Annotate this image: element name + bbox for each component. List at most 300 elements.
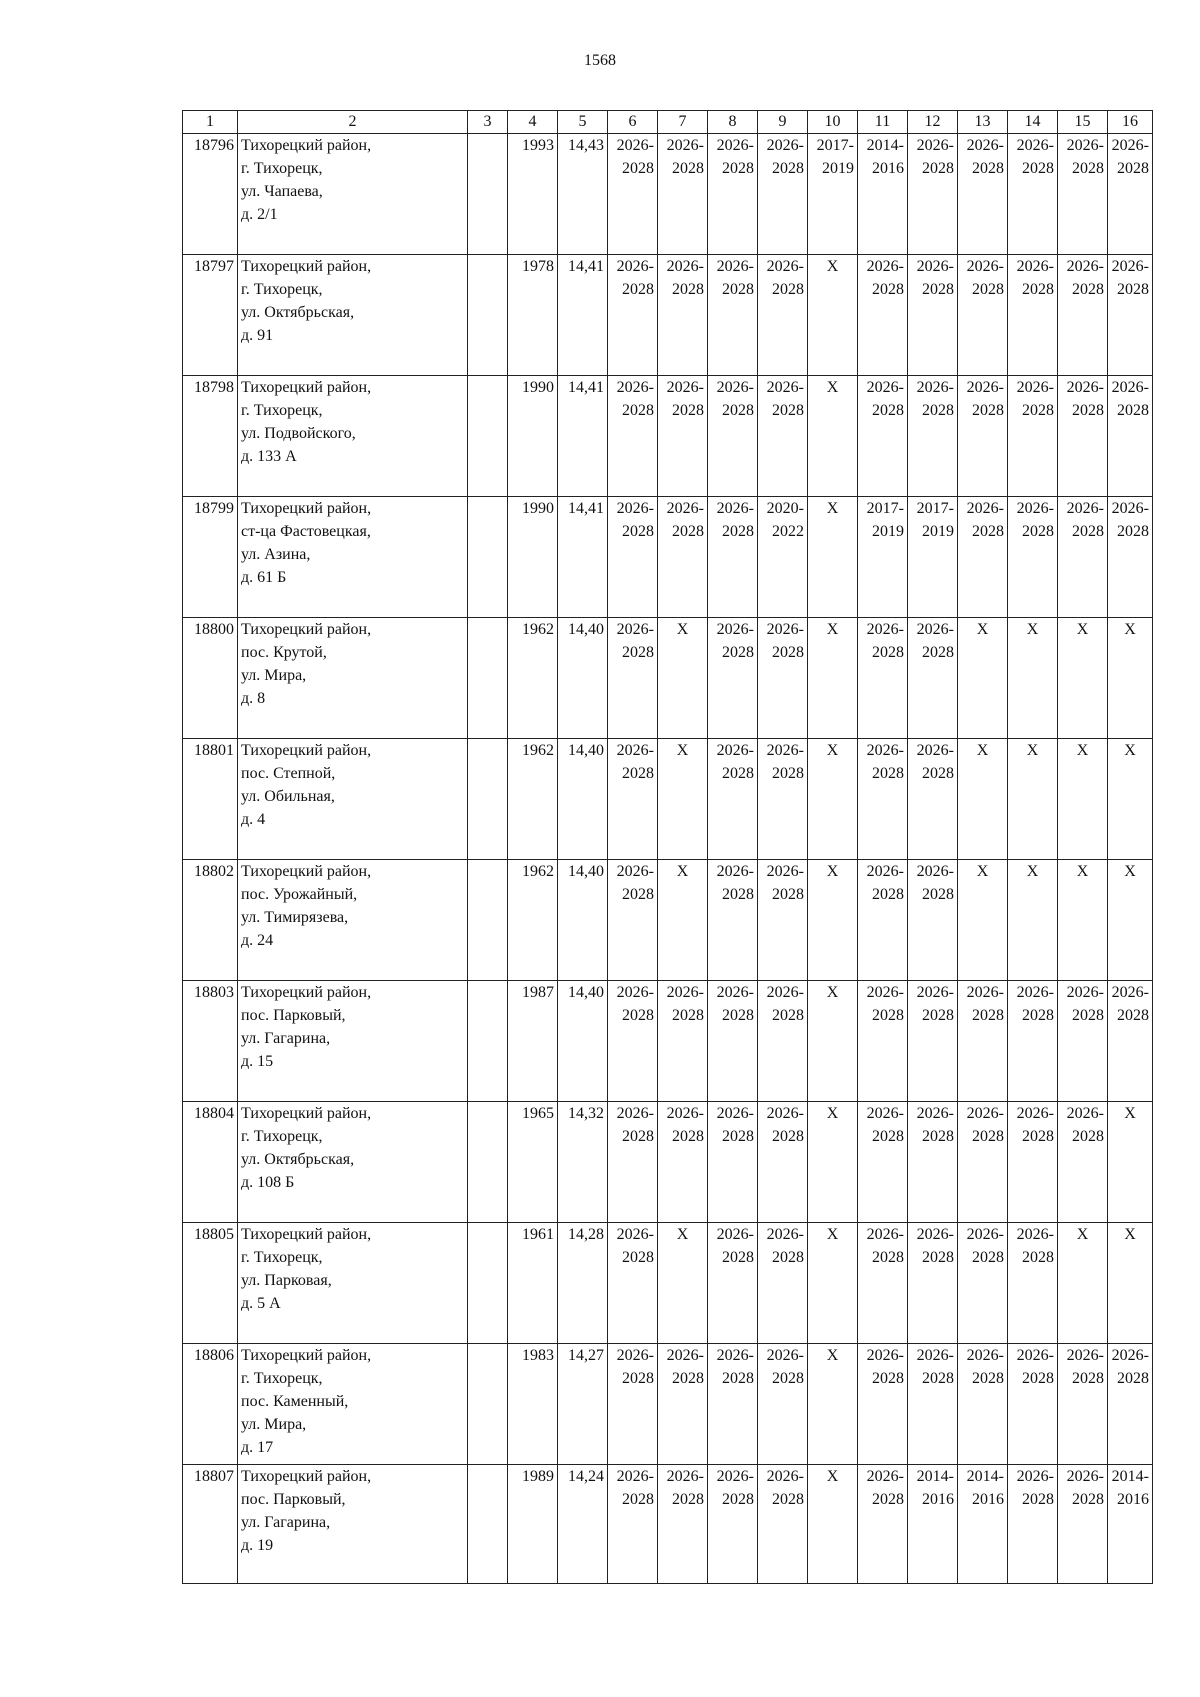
address-line: Тихорецкий район, xyxy=(241,984,372,1001)
period-cell xyxy=(858,981,908,1102)
period-end: 2028 xyxy=(672,523,704,540)
address-line: ул. Гагарина, xyxy=(241,1030,331,1047)
period-start: 2026- xyxy=(866,1347,904,1364)
period-cell: X xyxy=(958,739,1008,860)
period-start: 2026- xyxy=(766,258,804,275)
table-row xyxy=(183,860,1153,981)
address-line: д. 15 xyxy=(241,1053,274,1070)
period-end: 2016 xyxy=(922,1491,954,1508)
value-cell: 14,40 xyxy=(558,739,608,860)
period-end: 2028 xyxy=(1022,1370,1054,1387)
period-end: 2028 xyxy=(1072,1370,1104,1387)
period-end: 2028 xyxy=(772,402,804,419)
column-3-cell xyxy=(468,255,508,376)
address-line: д. 91 xyxy=(241,327,274,344)
period-cell xyxy=(658,497,708,618)
table-row xyxy=(183,497,1153,618)
column-header-9: 9 xyxy=(758,111,808,134)
period-end: 2028 xyxy=(772,644,804,661)
period-end: 2028 xyxy=(1022,281,1054,298)
address-line: Тихорецкий район, xyxy=(241,621,372,638)
period-start: 2014- xyxy=(966,1468,1004,1485)
record-id: 18804 xyxy=(183,1102,238,1223)
period-start: 2026- xyxy=(716,1347,754,1364)
address-line: д. 2/1 xyxy=(241,206,278,223)
column-header-6: 6 xyxy=(608,111,658,134)
column-header-16: 16 xyxy=(1108,111,1153,134)
column-header-12: 12 xyxy=(908,111,958,134)
column-header-15: 15 xyxy=(1058,111,1108,134)
period-cell xyxy=(1058,134,1108,255)
period-start: 2026- xyxy=(666,1105,704,1122)
period-cell xyxy=(908,739,958,860)
address-cell xyxy=(238,1344,468,1465)
period-cell xyxy=(858,376,908,497)
period-cell xyxy=(858,1344,908,1465)
period-start: 2026- xyxy=(616,258,654,275)
period-cell xyxy=(1008,1344,1058,1465)
period-cell xyxy=(608,860,658,981)
period-end: 2016 xyxy=(972,1491,1004,1508)
header-row xyxy=(183,111,1153,134)
column-3-cell xyxy=(468,981,508,1102)
period-start: 2026- xyxy=(1066,1347,1104,1364)
column-header-13: 13 xyxy=(958,111,1008,134)
period-end: 2028 xyxy=(772,1007,804,1024)
address-line: пос. Степной, xyxy=(241,765,336,782)
period-cell xyxy=(708,1344,758,1465)
period-cell: X xyxy=(1008,739,1058,860)
period-cell xyxy=(708,497,758,618)
period-start: 2026- xyxy=(666,1347,704,1364)
period-cell: X xyxy=(958,618,1008,739)
period-start: 2026- xyxy=(1016,379,1054,396)
period-cell xyxy=(758,981,808,1102)
address-line: Тихорецкий район, xyxy=(241,1105,372,1122)
period-end: 2028 xyxy=(972,160,1004,177)
column-header-10: 10 xyxy=(808,111,858,134)
period-cell xyxy=(1058,376,1108,497)
period-start: 2026- xyxy=(716,258,754,275)
period-start: 2026- xyxy=(766,1105,804,1122)
address-line: ул. Парковая, xyxy=(241,1272,332,1289)
period-cell xyxy=(658,981,708,1102)
period-start: 2026- xyxy=(766,984,804,1001)
record-id: 18796 xyxy=(183,134,238,255)
address-line: д. 5 А xyxy=(241,1295,281,1312)
period-start: 2026- xyxy=(616,863,654,880)
period-end: 2028 xyxy=(922,765,954,782)
column-header-4: 4 xyxy=(508,111,558,134)
period-start: 2026- xyxy=(966,984,1004,1001)
period-end: 2028 xyxy=(622,402,654,419)
period-cell: X xyxy=(1008,618,1058,739)
period-cell xyxy=(658,1102,708,1223)
period-start: 2026- xyxy=(1111,1347,1149,1364)
period-start: 2026- xyxy=(766,621,804,638)
column-header-14: 14 xyxy=(1008,111,1058,134)
period-start: 2026- xyxy=(716,1105,754,1122)
period-end: 2028 xyxy=(922,281,954,298)
period-start: 2026- xyxy=(1016,500,1054,517)
column-header-3: 3 xyxy=(468,111,508,134)
period-end: 2028 xyxy=(1022,523,1054,540)
period-end: 2028 xyxy=(1022,402,1054,419)
period-start: 2014- xyxy=(1111,1468,1149,1485)
period-start: 2026- xyxy=(966,1105,1004,1122)
value-cell: 14,28 xyxy=(558,1223,608,1344)
value-cell: 14,40 xyxy=(558,860,608,981)
period-start: 2026- xyxy=(866,984,904,1001)
period-cell xyxy=(858,1102,908,1223)
period-start: 2026- xyxy=(916,863,954,880)
address-line: Тихорецкий район, xyxy=(241,137,372,154)
period-start: 2026- xyxy=(716,379,754,396)
period-cell xyxy=(708,1465,758,1584)
column-header-8: 8 xyxy=(708,111,758,134)
year-cell: 1965 xyxy=(508,1102,558,1223)
period-start: 2026- xyxy=(1016,1347,1054,1364)
period-cell xyxy=(658,134,708,255)
period-start: 2026- xyxy=(966,258,1004,275)
table-row xyxy=(183,376,1153,497)
period-end: 2028 xyxy=(1117,402,1149,419)
period-start: 2026- xyxy=(966,1226,1004,1243)
year-cell: 1978 xyxy=(508,255,558,376)
table-row xyxy=(183,981,1153,1102)
column-header-11: 11 xyxy=(858,111,908,134)
period-start: 2026- xyxy=(866,621,904,638)
period-cell: X xyxy=(808,255,858,376)
period-cell xyxy=(758,739,808,860)
period-start: 2026- xyxy=(766,1226,804,1243)
period-start: 2026- xyxy=(716,984,754,1001)
period-cell xyxy=(658,1465,708,1584)
period-start: 2026- xyxy=(1016,1226,1054,1243)
period-cell xyxy=(708,376,758,497)
table-row xyxy=(183,739,1153,860)
period-cell xyxy=(708,1223,758,1344)
period-cell xyxy=(608,739,658,860)
period-end: 2028 xyxy=(922,644,954,661)
year-cell: 1962 xyxy=(508,860,558,981)
value-cell: 14,27 xyxy=(558,1344,608,1465)
period-end: 2028 xyxy=(622,886,654,903)
address-line: г. Тихорецк, xyxy=(241,160,323,177)
period-cell xyxy=(958,1344,1008,1465)
period-end: 2028 xyxy=(1022,160,1054,177)
period-end: 2028 xyxy=(672,1370,704,1387)
column-3-cell xyxy=(468,1102,508,1223)
period-cell xyxy=(758,1102,808,1223)
period-end: 2028 xyxy=(722,1491,754,1508)
value-cell: 14,41 xyxy=(558,255,608,376)
period-end: 2028 xyxy=(722,1007,754,1024)
period-start: 2026- xyxy=(766,137,804,154)
period-end: 2028 xyxy=(972,1249,1004,1266)
period-start: 2026- xyxy=(716,500,754,517)
address-line: д. 4 xyxy=(241,811,266,828)
period-cell xyxy=(708,134,758,255)
period-end: 2028 xyxy=(872,1128,904,1145)
period-end: 2028 xyxy=(1072,1128,1104,1145)
period-cell xyxy=(758,134,808,255)
address-cell xyxy=(238,1223,468,1344)
period-cell: X xyxy=(1108,739,1153,860)
address-line: Тихорецкий район, xyxy=(241,1226,372,1243)
period-cell xyxy=(1058,1102,1108,1223)
period-end: 2028 xyxy=(872,1007,904,1024)
period-start: 2026- xyxy=(766,379,804,396)
address-line: г. Тихорецк, xyxy=(241,1249,323,1266)
period-start: 2026- xyxy=(866,863,904,880)
period-end: 2028 xyxy=(722,765,754,782)
year-cell: 1962 xyxy=(508,739,558,860)
period-cell xyxy=(858,860,908,981)
period-end: 2028 xyxy=(872,1370,904,1387)
period-end: 2028 xyxy=(1117,160,1149,177)
period-start: 2026- xyxy=(1066,984,1104,1001)
column-3-cell xyxy=(468,1465,508,1584)
period-end: 2028 xyxy=(772,1128,804,1145)
period-cell: X xyxy=(1108,860,1153,981)
record-id: 18802 xyxy=(183,860,238,981)
address-line: пос. Парковый, xyxy=(241,1491,346,1508)
column-3-cell xyxy=(468,739,508,860)
address-line: Тихорецкий район, xyxy=(241,379,372,396)
period-end: 2019 xyxy=(922,523,954,540)
address-line: д. 19 xyxy=(241,1537,274,1554)
period-cell xyxy=(1008,981,1058,1102)
period-cell xyxy=(708,860,758,981)
period-cell xyxy=(1108,376,1153,497)
period-cell xyxy=(658,255,708,376)
period-cell xyxy=(958,497,1008,618)
period-end: 2028 xyxy=(622,160,654,177)
period-start: 2026- xyxy=(666,1468,704,1485)
period-cell: X xyxy=(808,981,858,1102)
period-end: 2028 xyxy=(872,1491,904,1508)
year-cell: 1989 xyxy=(508,1465,558,1584)
period-cell xyxy=(858,739,908,860)
address-line: пос. Крутой, xyxy=(241,644,327,661)
address-cell xyxy=(238,1102,468,1223)
period-end: 2028 xyxy=(872,765,904,782)
period-end: 2028 xyxy=(922,1370,954,1387)
period-start: 2026- xyxy=(916,1347,954,1364)
period-cell xyxy=(958,376,1008,497)
period-end: 2028 xyxy=(772,160,804,177)
period-cell: X xyxy=(658,618,708,739)
address-line: Тихорецкий район, xyxy=(241,1468,372,1485)
period-cell xyxy=(858,497,908,618)
address-line: ул. Чапаева, xyxy=(241,183,323,200)
period-start: 2026- xyxy=(666,379,704,396)
period-cell xyxy=(858,134,908,255)
period-cell xyxy=(758,255,808,376)
period-end: 2028 xyxy=(722,644,754,661)
period-end: 2028 xyxy=(872,402,904,419)
period-end: 2028 xyxy=(622,765,654,782)
table-row xyxy=(183,1102,1153,1223)
table-row xyxy=(183,134,1153,255)
period-start: 2026- xyxy=(766,1468,804,1485)
period-end: 2028 xyxy=(772,281,804,298)
period-end: 2028 xyxy=(672,1007,704,1024)
period-end: 2028 xyxy=(922,160,954,177)
year-cell: 1961 xyxy=(508,1223,558,1344)
period-start: 2026- xyxy=(1066,379,1104,396)
column-3-cell xyxy=(468,1344,508,1465)
period-end: 2028 xyxy=(772,1491,804,1508)
period-start: 2026- xyxy=(716,742,754,759)
period-cell xyxy=(958,981,1008,1102)
period-start: 2026- xyxy=(616,621,654,638)
period-cell xyxy=(1008,134,1058,255)
period-cell xyxy=(958,255,1008,376)
period-end: 2028 xyxy=(1117,1370,1149,1387)
period-start: 2026- xyxy=(1016,1468,1054,1485)
period-start: 2026- xyxy=(1066,1468,1104,1485)
period-end: 2028 xyxy=(922,1007,954,1024)
address-cell xyxy=(238,255,468,376)
period-cell: X xyxy=(1008,860,1058,981)
period-cell: X xyxy=(658,739,708,860)
period-start: 2026- xyxy=(666,258,704,275)
period-cell xyxy=(758,1344,808,1465)
address-line: Тихорецкий район, xyxy=(241,1347,372,1364)
period-cell xyxy=(1008,1465,1058,1584)
period-start: 2026- xyxy=(1066,1105,1104,1122)
period-start: 2026- xyxy=(966,1347,1004,1364)
period-cell xyxy=(1058,981,1108,1102)
year-cell: 1993 xyxy=(508,134,558,255)
period-cell: X xyxy=(808,618,858,739)
address-line: ул. Октябрьская, xyxy=(241,304,355,321)
period-start: 2026- xyxy=(1111,984,1149,1001)
period-start: 2026- xyxy=(616,1105,654,1122)
period-start: 2026- xyxy=(866,1105,904,1122)
period-end: 2028 xyxy=(972,1128,1004,1145)
period-end: 2028 xyxy=(772,1370,804,1387)
address-line: ул. Октябрьская, xyxy=(241,1151,355,1168)
period-cell xyxy=(608,618,658,739)
address-cell xyxy=(238,376,468,497)
address-cell xyxy=(238,1465,468,1584)
period-cell xyxy=(908,860,958,981)
period-end: 2028 xyxy=(722,281,754,298)
period-cell xyxy=(908,376,958,497)
year-cell: 1983 xyxy=(508,1344,558,1465)
year-cell: 1990 xyxy=(508,376,558,497)
address-cell xyxy=(238,860,468,981)
address-line: д. 17 xyxy=(241,1439,274,1456)
period-end: 2028 xyxy=(1072,1491,1104,1508)
period-start: 2026- xyxy=(716,621,754,638)
period-start: 2026- xyxy=(1066,258,1104,275)
address-line: д. 108 Б xyxy=(241,1174,295,1191)
period-start: 2026- xyxy=(866,258,904,275)
period-start: 2026- xyxy=(616,379,654,396)
period-cell xyxy=(758,1465,808,1584)
period-cell xyxy=(1108,255,1153,376)
record-id: 18800 xyxy=(183,618,238,739)
period-start: 2026- xyxy=(1111,379,1149,396)
period-cell xyxy=(608,376,658,497)
period-end: 2028 xyxy=(1072,1007,1104,1024)
column-3-cell xyxy=(468,497,508,618)
period-cell xyxy=(958,1465,1008,1584)
period-start: 2026- xyxy=(716,863,754,880)
period-cell xyxy=(608,134,658,255)
address-cell xyxy=(238,618,468,739)
period-cell xyxy=(908,255,958,376)
period-cell xyxy=(1108,497,1153,618)
period-cell: X xyxy=(1108,618,1153,739)
value-cell: 14,40 xyxy=(558,981,608,1102)
period-cell xyxy=(608,1344,658,1465)
period-cell xyxy=(1008,1102,1058,1223)
address-line: ул. Мира, xyxy=(241,667,307,684)
table-row xyxy=(183,1344,1153,1465)
address-line: ул. Азина, xyxy=(241,546,311,563)
period-cell xyxy=(1058,1344,1108,1465)
period-end: 2028 xyxy=(872,1249,904,1266)
period-cell xyxy=(908,618,958,739)
column-3-cell xyxy=(468,860,508,981)
registry-table xyxy=(182,110,1153,1584)
period-start: 2026- xyxy=(766,863,804,880)
period-end: 2028 xyxy=(972,1007,1004,1024)
table-row xyxy=(183,618,1153,739)
period-end: 2028 xyxy=(1117,281,1149,298)
period-start: 2026- xyxy=(1016,1105,1054,1122)
period-cell xyxy=(908,981,958,1102)
period-end: 2028 xyxy=(1072,281,1104,298)
period-end: 2028 xyxy=(972,281,1004,298)
period-end: 2028 xyxy=(922,1128,954,1145)
period-start: 2026- xyxy=(866,1468,904,1485)
period-cell: X xyxy=(1058,618,1108,739)
period-end: 2028 xyxy=(622,1249,654,1266)
period-end: 2028 xyxy=(872,644,904,661)
record-id: 18803 xyxy=(183,981,238,1102)
period-end: 2028 xyxy=(772,765,804,782)
period-cell xyxy=(758,497,808,618)
period-cell xyxy=(658,376,708,497)
period-end: 2028 xyxy=(1117,523,1149,540)
period-cell xyxy=(858,1223,908,1344)
column-3-cell xyxy=(468,618,508,739)
address-line: Тихорецкий район, xyxy=(241,863,372,880)
period-start: 2026- xyxy=(916,379,954,396)
value-cell: 14,43 xyxy=(558,134,608,255)
column-header-1: 1 xyxy=(183,111,238,134)
period-end: 2028 xyxy=(622,1491,654,1508)
period-end: 2028 xyxy=(622,1370,654,1387)
period-cell xyxy=(958,134,1008,255)
period-start: 2026- xyxy=(1016,984,1054,1001)
period-cell xyxy=(1058,1465,1108,1584)
period-cell xyxy=(608,255,658,376)
period-start: 2026- xyxy=(916,621,954,638)
period-cell xyxy=(708,618,758,739)
period-cell: X xyxy=(808,860,858,981)
period-start: 2026- xyxy=(716,1226,754,1243)
address-cell xyxy=(238,981,468,1102)
period-start: 2017- xyxy=(916,500,954,517)
period-end: 2028 xyxy=(722,1249,754,1266)
